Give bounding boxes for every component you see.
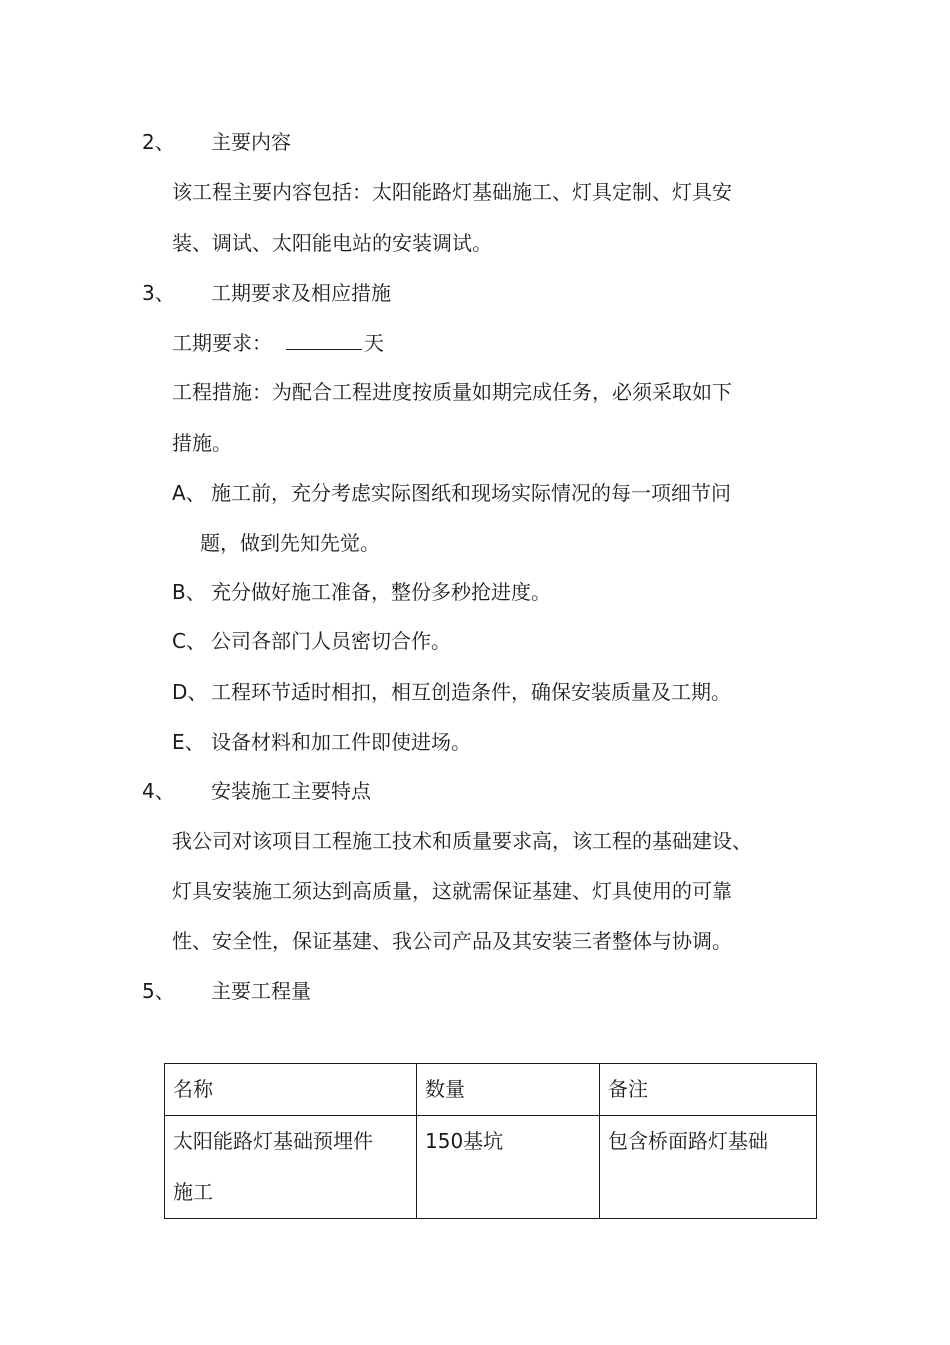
section-4-body-line: 灯具安装施工须达到高质量，这就需保证基建、灯具使用的可靠	[172, 879, 732, 903]
section-4-title: 安装施工主要特点	[211, 779, 371, 803]
item-a-text-cont: 题，做到先知先觉。	[200, 531, 380, 555]
section-4-body-line: 性、安全性，保证基建、我公司产品及其安装三者整体与协调。	[172, 929, 732, 953]
period-unit: 天	[364, 331, 384, 355]
header-quantity: 数量	[417, 1064, 600, 1116]
cell-quantity: 150基坑	[417, 1116, 600, 1219]
cell-name	[165, 1116, 417, 1219]
item-e-text: 设备材料和加工件即使进场。	[211, 730, 471, 754]
section-2-title: 主要内容	[211, 130, 291, 154]
measures-line: 措施。	[172, 431, 232, 455]
item-c-letter: C、	[172, 629, 206, 653]
header-name: 名称	[165, 1064, 417, 1116]
period-blank	[286, 331, 362, 350]
section-2-number: 2、	[142, 130, 175, 154]
section-2-body-line: 该工程主要内容包括：太阳能路灯基础施工、灯具定制、灯具安	[172, 180, 732, 204]
header-note: 备注	[600, 1064, 817, 1116]
item-a-text: 施工前，充分考虑实际图纸和现场实际情况的每一项细节问	[211, 481, 731, 505]
period-label: 工期要求：	[172, 331, 272, 355]
item-a-letter: A、	[172, 481, 206, 505]
period-requirement	[172, 331, 384, 355]
cell-note: 包含桥面路灯基础	[600, 1116, 817, 1219]
item-d-text: 工程环节适时相扣，相互创造条件，确保安装质量及工期。	[211, 680, 731, 704]
item-e-letter: E、	[172, 730, 205, 754]
quantity-table	[164, 1063, 817, 1219]
item-c-text: 公司各部门人员密切合作。	[211, 629, 451, 653]
table-row	[165, 1116, 817, 1219]
item-b-text: 充分做好施工准备，整份多秒抢进度。	[211, 580, 551, 604]
table-header-row	[165, 1064, 817, 1116]
measures-line: 工程措施：为配合工程进度按质量如期完成任务，必须采取如下	[172, 380, 732, 404]
section-5-number: 5、	[142, 979, 175, 1003]
section-2-body-line: 装、调试、太阳能电站的安装调试。	[172, 231, 492, 255]
section-4-body-line: 我公司对该项目工程施工技术和质量要求高，该工程的基础建设、	[172, 829, 752, 853]
section-5-title: 主要工程量	[211, 979, 311, 1003]
section-3-number: 3、	[142, 281, 175, 305]
cell-name-line: 施工	[173, 1180, 213, 1204]
section-4-number: 4、	[142, 779, 175, 803]
item-b-letter: B、	[172, 580, 206, 604]
item-d-letter: D、	[172, 680, 208, 704]
cell-name-line: 太阳能路灯基础预埋件	[173, 1129, 373, 1153]
section-3-title: 工期要求及相应措施	[211, 281, 391, 305]
